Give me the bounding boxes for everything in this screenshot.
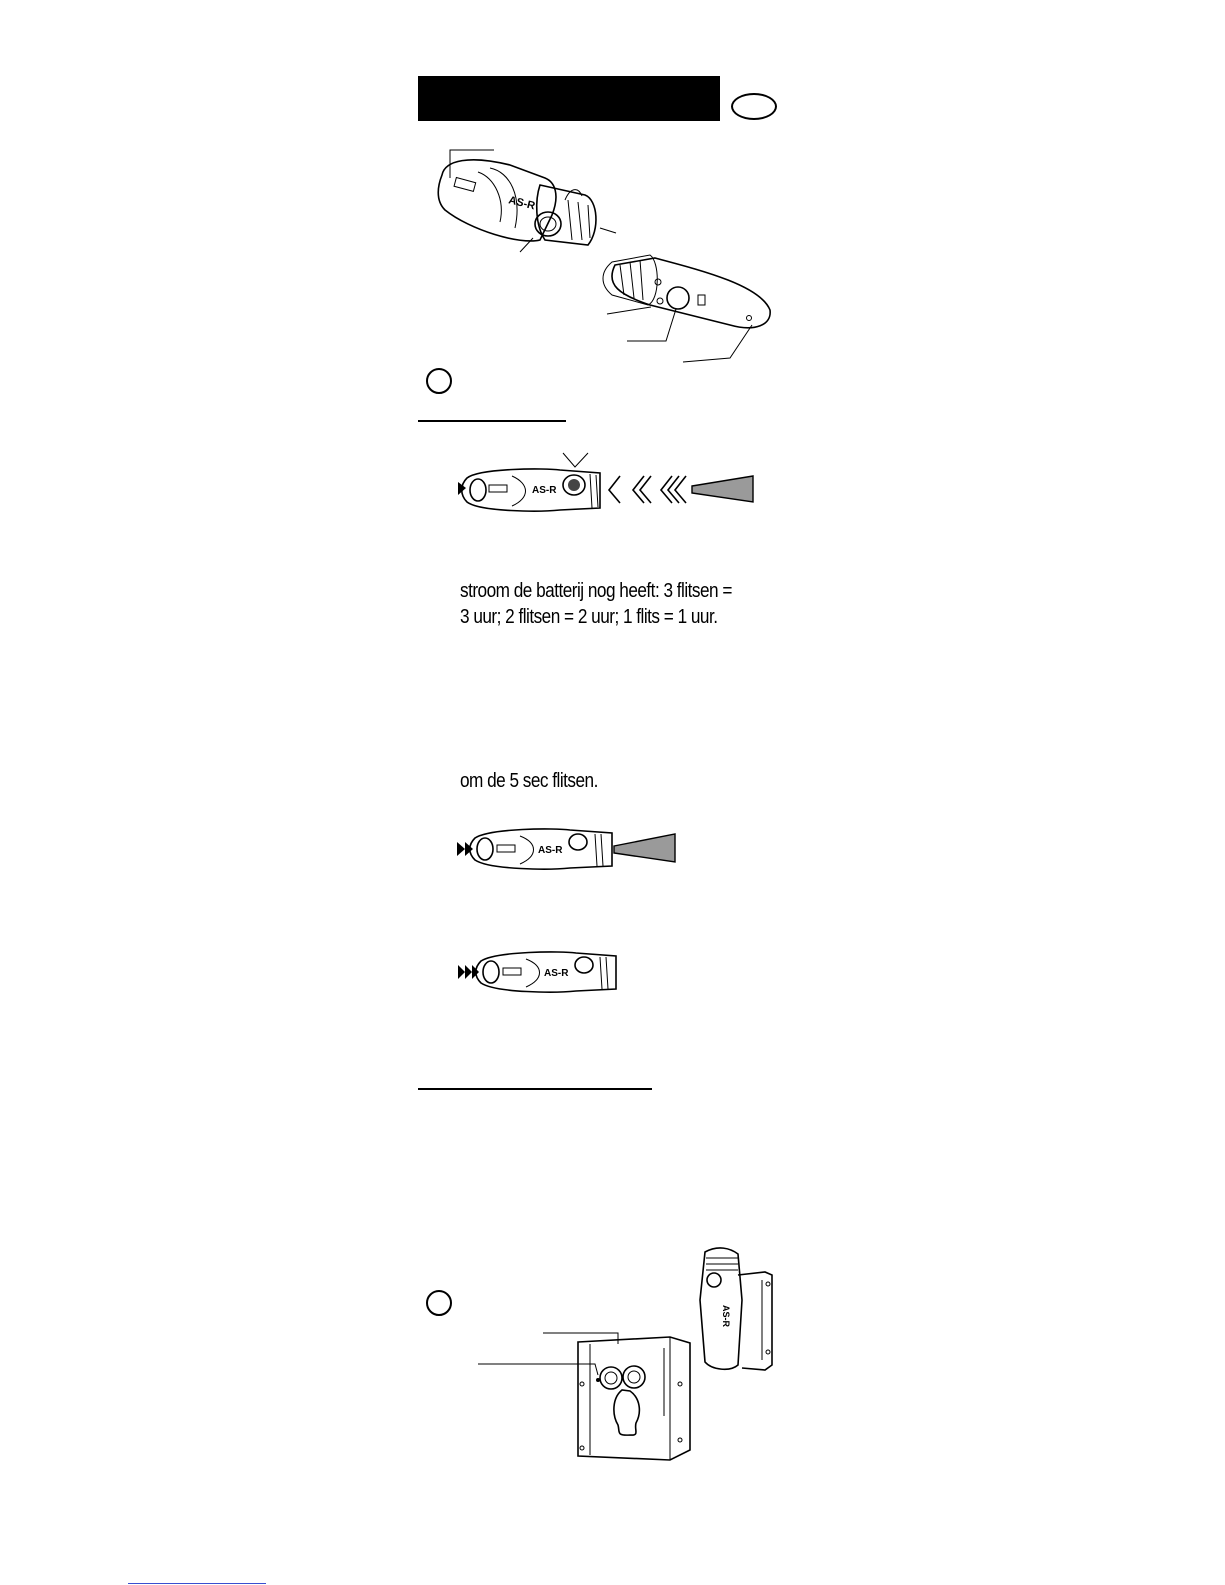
footer-link-underline[interactable] <box>128 1583 266 1584</box>
device-illustration-signal <box>0 440 1225 530</box>
section-divider-2 <box>418 1088 652 1090</box>
device-model-label-3: AS-R <box>544 968 569 979</box>
device-illustration-double-arrow <box>0 820 1225 880</box>
flash-interval-text: om de 5 sec flitsen. <box>460 770 598 792</box>
device-illustration-triple-arrow <box>0 945 1225 1005</box>
battery-flash-text-line-2: 3 uur; 2 flitsen = 2 uur; 1 flits = 1 uur. <box>460 606 718 628</box>
section-divider-1 <box>418 420 566 422</box>
figure-1-device-illustration <box>0 0 1225 400</box>
device-model-label-top: AS-R <box>507 194 537 213</box>
device-model-label-2: AS-R <box>538 845 563 856</box>
device-model-label-bracket: AS-R <box>721 1305 731 1327</box>
battery-flash-text-line-1: stroom de batterij nog heeft: 3 flitsen = <box>460 580 732 602</box>
figure-2-bracket-illustration <box>0 1240 1225 1470</box>
figure-1-number-circle <box>426 368 452 394</box>
device-model-label: AS-R <box>532 485 557 496</box>
